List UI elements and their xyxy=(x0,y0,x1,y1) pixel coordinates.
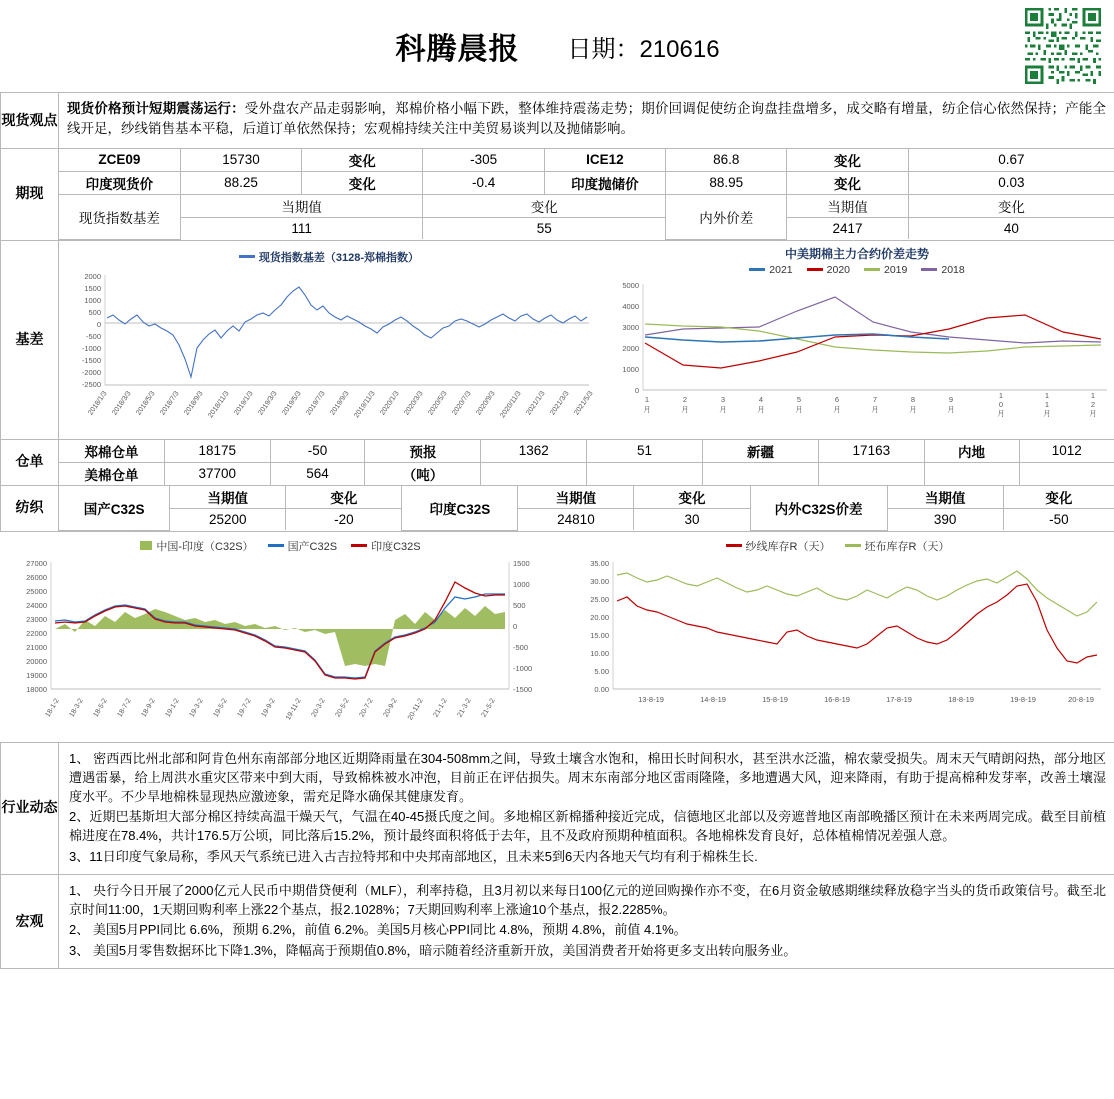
chart-yarn-price-legend xyxy=(1,532,561,554)
legend-label: 2018 xyxy=(941,263,965,276)
svg-text:2020/3/3: 2020/3/3 xyxy=(403,389,425,416)
cell-change-label-5: 变化 xyxy=(423,194,666,217)
svg-text:2020/5/3: 2020/5/3 xyxy=(427,389,449,416)
svg-text:月: 月 xyxy=(681,404,689,414)
svg-text:10.00: 10.00 xyxy=(589,648,609,658)
industry-row xyxy=(1,742,1114,874)
row-label-warehouse-text: 仓单 xyxy=(15,453,44,470)
cell-inner-outer-value: 2417 xyxy=(787,217,908,239)
svg-text:月: 月 xyxy=(1089,408,1097,418)
svg-text:500: 500 xyxy=(512,600,526,610)
cell-india-reserve-label: 印度抛储价 xyxy=(544,171,665,194)
cell-us-warrant-label: 美棉仓单 xyxy=(59,462,165,485)
svg-text:20-7-2: 20-7-2 xyxy=(358,697,375,719)
legend-label: 印度C32S xyxy=(371,540,421,553)
svg-text:0: 0 xyxy=(96,319,101,329)
cell-change-value-1: -305 xyxy=(423,149,544,172)
cell-blank-5 xyxy=(924,462,1019,485)
cell-current-label-3: 当期值 xyxy=(170,486,286,509)
chart-china-us-spread-plot xyxy=(599,276,1114,428)
svg-text:月: 月 xyxy=(643,404,651,414)
svg-text:1500: 1500 xyxy=(84,283,101,293)
legend-item xyxy=(726,538,831,554)
table-row xyxy=(59,171,1114,194)
svg-text:1500: 1500 xyxy=(512,558,530,568)
row-label-industry-text: 行业动态 xyxy=(1,799,58,816)
svg-text:-1000: -1000 xyxy=(81,343,101,353)
macro-paragraph-2: 2、 美国5月PPI同比 6.6%，预期 6.2%，前值 6.2%。美国5月核心PPI同比 4.8%，预期 4.8%，前值 4.1%。 xyxy=(69,922,687,938)
svg-text:6: 6 xyxy=(834,394,840,404)
cell-spot-basis-change: 55 xyxy=(423,217,666,239)
cell-zce09-label: ZCE09 xyxy=(59,149,180,172)
table-row xyxy=(59,462,1114,485)
legend-swatch-icon xyxy=(351,544,367,547)
legend-item xyxy=(864,264,907,276)
svg-text:17-8-19: 17-8-19 xyxy=(885,694,912,704)
macro-paragraph-3: 3、 美国5月零售数据环比下降1.3%，降幅高于预期值0.8%，暗示随着经济重新开放，美国消费者开始将更多支出转向服务业。 xyxy=(69,942,797,958)
cell-india-c32s-change: 30 xyxy=(634,508,750,530)
cell-us-warrant-change: 564 xyxy=(270,462,365,485)
svg-text:15.00: 15.00 xyxy=(589,630,609,640)
svg-text:2018/7/3: 2018/7/3 xyxy=(159,389,181,416)
svg-text:19-9-2: 19-9-2 xyxy=(260,697,277,719)
chart-china-us-spread-title: 中美期棉主力合约价差走势 xyxy=(784,246,929,261)
svg-text:21-5-2: 21-5-2 xyxy=(480,697,497,719)
cell-ice12-label: ICE12 xyxy=(544,149,665,172)
cell-change-label-6: 变化 xyxy=(908,194,1114,217)
cell-current-label-1: 当期值 xyxy=(180,194,423,217)
qr-code-icon xyxy=(1025,8,1101,84)
svg-text:2020/11/3: 2020/11/3 xyxy=(499,389,523,419)
cell-ice12-value: 86.8 xyxy=(666,149,787,172)
svg-text:22000: 22000 xyxy=(25,628,47,638)
cell-change-label-1: 变化 xyxy=(302,149,423,172)
legend-label: 2021 xyxy=(769,263,793,276)
industry-content xyxy=(59,742,1114,874)
svg-text:18000: 18000 xyxy=(25,684,47,694)
futures-spot-row xyxy=(1,148,1114,240)
svg-text:月: 月 xyxy=(757,404,765,414)
cell-inland-label: 内地 xyxy=(924,440,1019,463)
row-label-macro xyxy=(1,874,59,968)
svg-text:20-5-2: 20-5-2 xyxy=(334,697,351,719)
basis-row xyxy=(1,240,1114,439)
svg-text:0: 0 xyxy=(512,621,517,631)
svg-text:500: 500 xyxy=(88,307,101,317)
cell-change-label-8: 变化 xyxy=(634,486,750,509)
cell-india-spot-value: 88.25 xyxy=(180,171,301,194)
chart-basis-index-plot xyxy=(59,265,599,435)
warehouse-table xyxy=(59,440,1114,485)
yarn-charts-cell xyxy=(1,531,1114,742)
svg-text:25.00: 25.00 xyxy=(589,594,609,604)
cell-change-value-2: 0.67 xyxy=(908,149,1114,172)
svg-text:1: 1 xyxy=(644,394,650,404)
svg-text:23000: 23000 xyxy=(25,614,47,624)
row-label-textile-text: 纺织 xyxy=(15,499,44,516)
legend-swatch-icon xyxy=(268,544,284,547)
svg-text:8: 8 xyxy=(910,394,916,404)
svg-text:20.00: 20.00 xyxy=(589,612,609,622)
svg-text:0: 0 xyxy=(634,385,639,395)
svg-text:2021/3/3: 2021/3/3 xyxy=(549,389,571,416)
cell-spot-basis-label: 现货指数基差 xyxy=(59,194,180,239)
header-row xyxy=(1,0,1114,93)
svg-text:21-1-2: 21-1-2 xyxy=(432,697,449,719)
svg-text:-1500: -1500 xyxy=(81,355,101,365)
cell-current-label-4: 当期值 xyxy=(518,486,634,509)
chart-yarn-price-plot xyxy=(1,554,561,732)
svg-text:2018/5/3: 2018/5/3 xyxy=(135,389,157,416)
svg-text:2021/5/3: 2021/5/3 xyxy=(573,389,595,416)
svg-text:1: 1 xyxy=(1044,399,1050,409)
svg-text:2: 2 xyxy=(1090,399,1096,409)
legend-label: 中国-印度（C32S） xyxy=(156,540,254,553)
basis-charts-cell xyxy=(59,240,1114,439)
spot-opinion xyxy=(59,93,1114,148)
svg-text:2000: 2000 xyxy=(622,343,639,353)
svg-text:18-3-2: 18-3-2 xyxy=(68,697,85,719)
cell-blank-2 xyxy=(586,462,702,485)
cell-current-label-5: 当期值 xyxy=(887,486,1003,509)
legend-label: 国产C32S xyxy=(287,540,338,553)
cell-change-label-4: 变化 xyxy=(787,171,908,194)
cell-blank-3 xyxy=(703,462,819,485)
svg-text:19-5-2: 19-5-2 xyxy=(212,697,229,719)
cell-india-spot-label: 印度现货价 xyxy=(59,171,180,194)
svg-text:2018/3/3: 2018/3/3 xyxy=(111,389,133,416)
legend-item xyxy=(140,538,253,554)
svg-text:2018/1/3: 2018/1/3 xyxy=(87,389,109,416)
yarn-charts-row xyxy=(1,531,1114,742)
industry-paragraph-2: 2、近期巴基斯坦大部分棉区持续高温干燥天气，气温在40-45摄氏度之间。多地棉区新棉播种接近完成，信德地区北部以及旁遮普地区南部晚播区预计在未来两周完成。截至目前植棉进度在78.4%，共计176.5万公顷，同比落后15.2%，预计最终面积将低于去年，且不及政府预期种植面积。各地棉株发育良好，总体植棉情况差强人意。 xyxy=(69,809,1106,844)
svg-text:2000: 2000 xyxy=(84,271,101,281)
table-row xyxy=(59,508,1114,530)
futures-spot-content xyxy=(59,148,1114,240)
row-label-basis-text: 基差 xyxy=(15,330,44,347)
svg-text:4000: 4000 xyxy=(622,301,639,311)
svg-text:14-8-19: 14-8-19 xyxy=(699,694,726,704)
svg-text:月: 月 xyxy=(997,408,1005,418)
cell-c32s-spread-value: 390 xyxy=(887,508,1003,530)
svg-text:2019/5/3: 2019/5/3 xyxy=(281,389,303,416)
report-date: 日期：210616 xyxy=(567,35,720,63)
svg-text:30.00: 30.00 xyxy=(589,576,609,586)
row-label-futures-spot-text: 期现 xyxy=(15,185,44,202)
svg-text:月: 月 xyxy=(719,404,727,414)
cell-xinjiang-label: 新疆 xyxy=(703,440,819,463)
svg-text:月: 月 xyxy=(871,404,879,414)
svg-text:35.00: 35.00 xyxy=(589,558,609,568)
legend-swatch-icon xyxy=(845,544,861,547)
svg-text:1000: 1000 xyxy=(84,295,101,305)
textile-row xyxy=(1,485,1114,531)
table-row xyxy=(59,486,1114,509)
legend-swatch-icon xyxy=(726,544,742,547)
svg-text:2019/7/3: 2019/7/3 xyxy=(305,389,327,416)
cell-unit-label: （吨） xyxy=(365,462,481,485)
cell-zce09-value: 15730 xyxy=(180,149,301,172)
svg-text:-1000: -1000 xyxy=(512,663,532,673)
chart-china-us-spread xyxy=(599,241,1114,439)
svg-text:26000: 26000 xyxy=(25,572,47,582)
svg-text:月: 月 xyxy=(909,404,917,414)
spot-opinion-body: 受外盘农产品走弱影响，郑棉价格小幅下跌，整体维持震荡走势；期价回调促使纺企询盘挂盘增多，成交略有增量，纺企信心依然保持；产能全线开足，纱线销售基本平稳，后道订单依然保持；宏观棉持续关注中美贸易谈判以及抛储影响。 xyxy=(67,101,1107,137)
legend-swatch-icon xyxy=(864,268,880,271)
chart-inventory-days xyxy=(561,532,1114,742)
svg-text:-500: -500 xyxy=(85,331,101,341)
legend-item xyxy=(351,538,421,554)
table-row xyxy=(59,217,1114,239)
cell-inland-value: 1012 xyxy=(1019,440,1114,463)
cell-change-value-3: -0.4 xyxy=(423,171,544,194)
chart-basis-index-legend xyxy=(59,241,599,265)
row-label-futures-spot xyxy=(1,148,59,240)
legend-label: 2019 xyxy=(884,263,908,276)
svg-text:20-3-2: 20-3-2 xyxy=(310,697,327,719)
svg-text:2019/1/3: 2019/1/3 xyxy=(233,389,255,416)
legend-swatch-icon xyxy=(807,268,823,271)
row-label-spot-view xyxy=(1,93,59,149)
svg-text:13-8-19: 13-8-19 xyxy=(637,694,664,704)
cell-c32s-spread-label: 内外C32S价差 xyxy=(750,486,887,531)
svg-text:19-7-2: 19-7-2 xyxy=(236,697,253,719)
row-label-macro-text: 宏观 xyxy=(15,912,44,929)
row-label-industry xyxy=(1,742,59,874)
svg-text:-500: -500 xyxy=(512,642,528,652)
legend-item xyxy=(921,264,964,276)
svg-text:2019/9/3: 2019/9/3 xyxy=(329,389,351,416)
row-label-warehouse xyxy=(1,439,59,485)
legend-label: 纱线库存R（天） xyxy=(745,540,831,553)
legend-swatch-icon xyxy=(921,268,937,271)
legend-label: 坯布库存R（天） xyxy=(864,540,950,553)
svg-text:1: 1 xyxy=(1090,390,1096,400)
svg-text:19-3-2: 19-3-2 xyxy=(188,697,205,719)
svg-text:1: 1 xyxy=(998,390,1004,400)
svg-text:5: 5 xyxy=(796,394,802,404)
warehouse-content xyxy=(59,439,1114,485)
svg-text:20-11-2: 20-11-2 xyxy=(406,697,425,721)
page-title: 科腾晨报 xyxy=(395,33,520,66)
svg-text:18-8-19: 18-8-19 xyxy=(947,694,974,704)
svg-text:2019/11/3: 2019/11/3 xyxy=(353,389,377,419)
cell-forecast-change: 51 xyxy=(586,440,702,463)
legend-item xyxy=(845,538,950,554)
cell-c32s-spread-change: -50 xyxy=(1003,508,1114,530)
macro-text xyxy=(59,875,1114,968)
spot-view-row xyxy=(1,93,1114,149)
legend-item xyxy=(268,538,338,554)
cell-blank-1 xyxy=(481,462,587,485)
svg-text:月: 月 xyxy=(795,404,803,414)
svg-text:2021/1/3: 2021/1/3 xyxy=(525,389,547,416)
svg-text:3: 3 xyxy=(720,394,726,404)
cell-blank-4 xyxy=(819,462,925,485)
yarn-charts xyxy=(1,532,1114,742)
cell-zheng-warrant-value: 18175 xyxy=(165,440,271,463)
svg-text:月: 月 xyxy=(947,404,955,414)
svg-text:2020/1/3: 2020/1/3 xyxy=(379,389,401,416)
warehouse-row xyxy=(1,439,1114,485)
svg-text:-1500: -1500 xyxy=(512,684,532,694)
svg-text:7: 7 xyxy=(872,394,878,404)
svg-text:2019/3/3: 2019/3/3 xyxy=(257,389,279,416)
legend-swatch-icon xyxy=(239,255,255,258)
svg-text:2020/7/3: 2020/7/3 xyxy=(451,389,473,416)
svg-text:9: 9 xyxy=(948,394,954,404)
legend-swatch-icon xyxy=(140,541,152,550)
svg-text:-2000: -2000 xyxy=(81,367,101,377)
macro-row xyxy=(1,874,1114,968)
cell-domestic-c32s-change: -20 xyxy=(286,508,402,530)
table-row xyxy=(59,194,1114,217)
cell-domestic-c32s-label: 国产C32S xyxy=(59,486,170,531)
cell-forecast-value: 1362 xyxy=(481,440,587,463)
svg-text:18-7-2: 18-7-2 xyxy=(116,697,133,719)
industry-paragraph-1: 1、 密西西比州北部和阿肯色州东南部部分地区近期降雨量在304-508mm之间，导致土壤含水饱和，棉田长时间积水，甚至洪水泛滥，棉农蒙受损失。周末天气晴朗闷热，部分地区遭遇雷暴，给上周洪水重灾区带来中到大雨，导致棉株被水冲泡，目前正在评估损失。周末东南部分地区雷雨隆隆，多地遭遇大风，迎来降雨，有助于提高棉种发芽率，改善土壤湿度水平。不少旱地棉株显现热应激迹象，需充足降水确保其健康发育。 xyxy=(69,750,1106,804)
table-row xyxy=(59,149,1114,172)
cell-inner-outer-label: 内外价差 xyxy=(666,194,787,239)
legend-swatch-icon xyxy=(749,268,765,271)
svg-text:0.00: 0.00 xyxy=(593,684,609,694)
textile-table xyxy=(59,486,1114,531)
cell-change-label-3: 变化 xyxy=(302,171,423,194)
svg-text:21-3-2: 21-3-2 xyxy=(456,697,473,719)
cell-us-warrant-value: 37700 xyxy=(165,462,271,485)
chart-yarn-price xyxy=(1,532,561,742)
legend-item xyxy=(749,264,792,276)
svg-text:1: 1 xyxy=(1044,390,1050,400)
textile-content xyxy=(59,485,1114,531)
chart-china-us-spread-legend xyxy=(599,262,1114,276)
svg-text:月: 月 xyxy=(833,404,841,414)
row-label-textile xyxy=(1,485,59,531)
legend-label: 2020 xyxy=(826,263,850,276)
cell-zheng-warrant-change: -50 xyxy=(270,440,365,463)
svg-text:3000: 3000 xyxy=(622,322,639,332)
spot-opinion-lead: 现货价格预计短期震荡运行： xyxy=(67,101,245,116)
cell-change-label-2: 变化 xyxy=(787,149,908,172)
svg-text:19000: 19000 xyxy=(25,670,47,680)
cell-inner-outer-change: 40 xyxy=(908,217,1114,239)
svg-text:19-1-2: 19-1-2 xyxy=(164,697,181,719)
cell-current-label-2: 当期值 xyxy=(787,194,908,217)
svg-text:2: 2 xyxy=(682,394,688,404)
svg-text:15-8-19: 15-8-19 xyxy=(761,694,788,704)
svg-text:2020/9/3: 2020/9/3 xyxy=(475,389,497,416)
svg-text:1000: 1000 xyxy=(512,579,530,589)
svg-text:27000: 27000 xyxy=(25,558,47,568)
svg-text:18-9-2: 18-9-2 xyxy=(140,697,157,719)
svg-text:19-8-19: 19-8-19 xyxy=(1009,694,1036,704)
svg-text:1000: 1000 xyxy=(622,364,639,374)
svg-text:16-8-19: 16-8-19 xyxy=(823,694,850,704)
cell-change-value-4: 0.03 xyxy=(908,171,1114,194)
cell-change-label-9: 变化 xyxy=(1003,486,1114,509)
industry-text xyxy=(59,743,1114,874)
svg-text:2018/11/3: 2018/11/3 xyxy=(207,389,231,419)
macro-paragraph-1: 1、 央行今日开展了2000亿元人民币中期借贷便利（MLF），利率持稳，且3月初以来每日100亿元的逆回购操作亦不变，在6月资金敏感期继续释放稳字当头的货币政策信号。截至北京时间11:00，1天期回购利率上涨22个基点，报2.1028%；7天期回购利率上涨逾10个基点，报2.2285%。 xyxy=(69,882,1106,918)
row-label-spot-view-text: 现货观点 xyxy=(1,111,58,128)
cell-india-c32s-value: 24810 xyxy=(518,508,634,530)
svg-text:20000: 20000 xyxy=(25,656,47,666)
chart-inventory-days-plot xyxy=(561,554,1114,732)
svg-text:-2500: -2500 xyxy=(81,379,101,389)
cell-xinjiang-value: 17163 xyxy=(819,440,925,463)
industry-paragraph-3: 3、11日印度气象局称，季风天气系统已进入古吉拉特邦和中央邦南部地区，且未来5到6天内各地天气均有利于棉株生长. xyxy=(69,848,758,864)
cell-change-label-7: 变化 xyxy=(286,486,402,509)
chart-inventory-days-legend xyxy=(561,532,1114,554)
futures-spot-table xyxy=(59,149,1114,240)
svg-text:24000: 24000 xyxy=(25,600,47,610)
macro-content xyxy=(59,874,1114,968)
table-row xyxy=(59,440,1114,463)
spot-view-content xyxy=(59,93,1114,149)
svg-text:20-9-2: 20-9-2 xyxy=(382,697,399,719)
basis-charts xyxy=(59,241,1114,439)
cell-forecast-label: 预报 xyxy=(365,440,481,463)
svg-text:18-5-2: 18-5-2 xyxy=(92,697,109,719)
svg-text:月: 月 xyxy=(1043,408,1051,418)
legend-label: 现货指数基差（3128-郑棉指数） xyxy=(258,251,420,264)
cell-india-c32s-label: 印度C32S xyxy=(402,486,518,531)
legend-item xyxy=(807,264,850,276)
svg-text:5.00: 5.00 xyxy=(593,666,609,676)
svg-text:19-11-2: 19-11-2 xyxy=(284,697,303,721)
legend-item xyxy=(239,249,419,265)
cell-spot-basis-value: 111 xyxy=(180,217,423,239)
svg-text:0: 0 xyxy=(998,399,1004,409)
svg-text:21000: 21000 xyxy=(25,642,47,652)
cell-blank-6 xyxy=(1019,462,1114,485)
svg-text:2018/9/3: 2018/9/3 xyxy=(183,389,205,416)
row-label-basis xyxy=(1,240,59,439)
report-header xyxy=(1,0,1114,92)
svg-text:4: 4 xyxy=(758,394,764,404)
svg-text:25000: 25000 xyxy=(25,586,47,596)
cell-domestic-c32s-value: 25200 xyxy=(170,508,286,530)
cell-zheng-warrant-label: 郑棉仓单 xyxy=(59,440,165,463)
chart-basis-index xyxy=(59,241,599,439)
svg-text:20-8-19: 20-8-19 xyxy=(1067,694,1094,704)
cell-india-reserve-value: 88.95 xyxy=(666,171,787,194)
svg-text:18-1-2: 18-1-2 xyxy=(44,697,61,719)
svg-text:5000: 5000 xyxy=(622,280,639,290)
